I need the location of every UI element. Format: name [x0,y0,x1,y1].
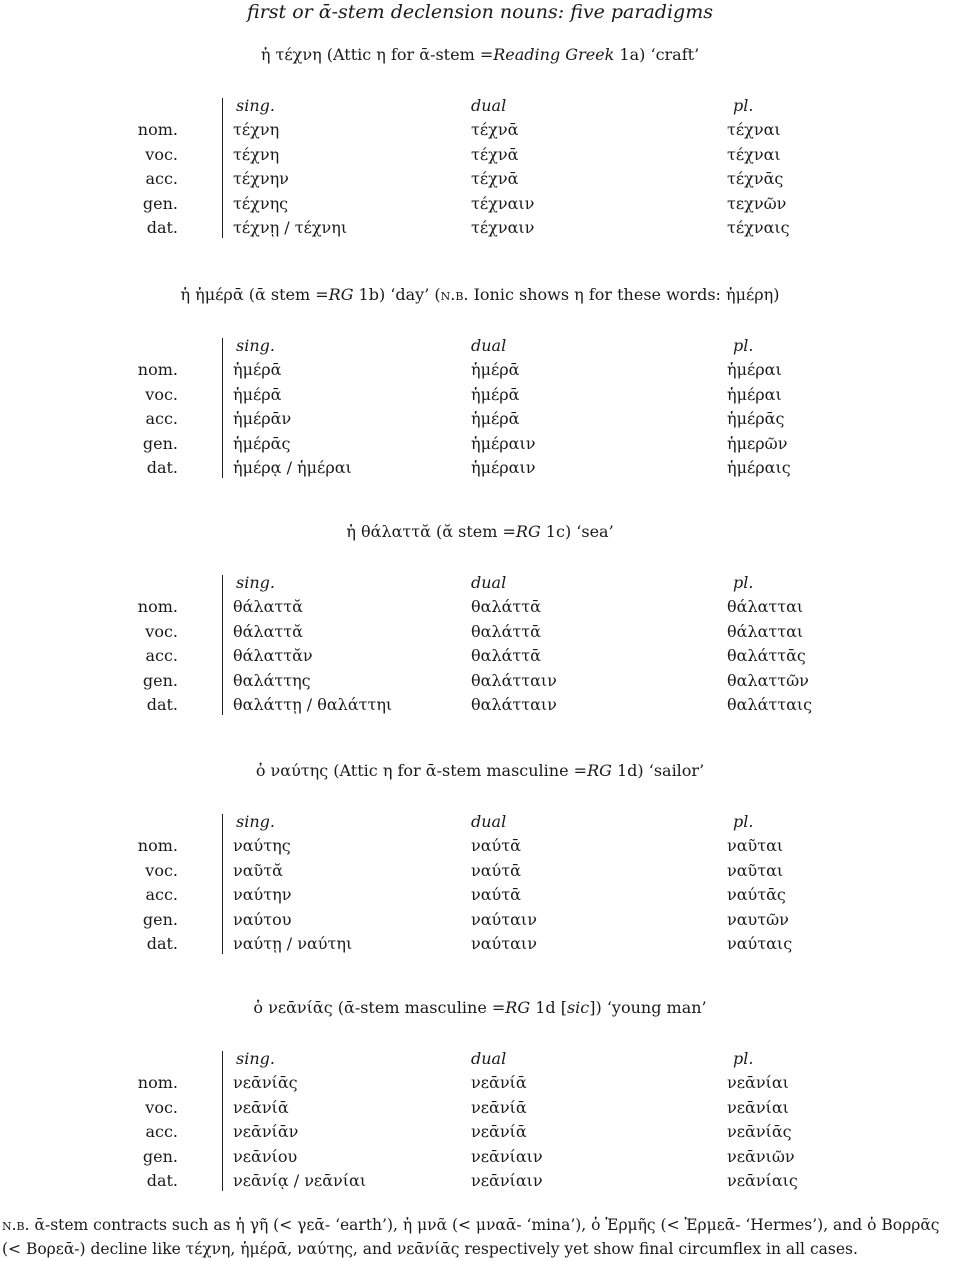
form-cell: ἡμερῶν [727,433,788,453]
form-cell: ναύταιν [471,909,537,929]
paradigm-title: ἡ ἡμέρᾱ (ᾱ stem =RG 1b) ‘day’ (n.b. Ionic shows η for these words: ἡμέρη) [180,285,780,304]
column-header: sing. [236,1049,275,1068]
form-cell: νεᾱνίου [233,1146,298,1166]
form-cell: ἡμέρᾳ / ἡμέραι [233,458,352,477]
form-cell: τέχνῃ / τέχνηι [233,218,348,237]
table-divider [222,338,223,478]
paradigm-title: ὁ ναύτης (Attic η for ᾱ-stem masculine =RG 1d) ‘sailor’ [255,761,705,780]
form-cell: θαλάττης [233,670,311,690]
case-label: gen. [142,909,178,929]
form-cell: τεχνῶν [727,193,787,213]
form-cell: τέχναι [727,120,781,140]
form-cell: ἡμέρᾱ [471,384,520,404]
form-cell: νεᾱνίαιν [471,1146,543,1166]
form-cell: ναύτῃ / ναύτηι [233,934,353,953]
form-cell: νεᾱνίαι [727,1097,789,1117]
form-cell: νεᾱνίᾱν [233,1122,299,1142]
form-cell: ἡμέρᾱς [233,433,291,453]
form-cell: ναύτᾱ [471,836,521,856]
form-cell: θάλαττᾰ [233,621,303,641]
form-cell: τέχναιν [471,218,535,237]
form-cell: ἡμέρᾱ [233,360,282,380]
form-cell: ναῦτᾰ [233,860,283,880]
case-label: acc. [145,409,178,429]
case-label: nom. [137,120,178,140]
form-cell: ναύτου [233,909,292,929]
case-label: nom. [137,1073,178,1093]
form-cell: θαλαττῶν [727,670,809,690]
case-label: voc. [145,144,178,164]
form-cell: νεᾱνίᾱ [233,1097,289,1117]
column-header: pl. [733,1049,754,1068]
form-cell: θαλάττᾱς [727,646,806,666]
case-label: gen. [142,433,178,453]
case-label: nom. [137,836,178,856]
form-cell: ἡμέρᾱν [233,409,292,429]
form-cell: θαλάτταιν [471,695,557,714]
case-label: acc. [145,169,178,189]
case-label: voc. [145,1097,178,1117]
case-label: acc. [145,885,178,905]
form-cell: νεᾱνιῶν [727,1146,795,1166]
form-cell: νεᾱνίᾱ [471,1122,527,1142]
paradigm-title: ὁ νεᾱνίᾱς (ᾱ-stem masculine =RG 1d [sic]) ‘young man’ [253,998,707,1017]
form-cell: τέχνᾱ [471,120,519,140]
form-cell: ἡμέραι [727,384,782,404]
column-header: pl. [733,96,754,115]
form-cell: τέχνη [233,120,280,140]
case-label: gen. [142,1146,178,1166]
form-cell: ἡμέρᾱς [727,409,785,429]
form-cell: ἡμέραιν [471,458,536,477]
case-label: nom. [137,597,178,617]
form-cell: τέχνη [233,144,280,164]
form-cell: νεᾱνίᾱς [727,1122,792,1142]
form-cell: ἡμέραις [727,458,791,477]
case-label: dat. [146,218,178,237]
table-divider [222,814,223,954]
column-header: pl. [733,812,754,831]
form-cell: ἡμέρᾱ [471,409,520,429]
form-cell: τέχνης [233,193,289,213]
paradigm-title: ἡ θάλαττᾰ (ᾰ stem =RG 1c) ‘sea’ [346,522,614,541]
case-label: acc. [145,646,178,666]
form-cell: ναύτης [233,836,291,856]
case-label: voc. [145,621,178,641]
column-header: pl. [733,336,754,355]
form-cell: νεᾱνίᾳ / νεᾱνίαι [233,1171,367,1190]
form-cell: θάλαττᾰν [233,646,313,666]
form-cell: τέχνᾱ [471,169,519,189]
column-header: sing. [236,96,275,115]
column-header: dual [471,1049,507,1068]
form-cell: νεᾱνίᾱ [471,1097,527,1117]
form-cell: νεᾱνίᾱ [471,1073,527,1093]
form-cell: ναυτῶν [727,909,789,929]
form-cell: ναύταιν [471,934,537,953]
form-cell: νεᾱνίαις [727,1171,798,1190]
case-label: dat. [146,695,178,714]
form-cell: θάλατται [727,597,804,617]
column-header: sing. [236,573,275,592]
case-label: dat. [146,934,178,953]
form-cell: τέχναιν [471,193,535,213]
column-header: dual [471,336,507,355]
case-label: voc. [145,384,178,404]
paradigm-title: ἡ τέχνη (Attic η for ᾱ-stem =Reading Greek 1a) ‘craft’ [260,45,700,64]
form-cell: ἡμέραι [727,360,782,380]
form-cell: ἡμέρᾱ [471,360,520,380]
form-cell: ναύταις [727,934,793,953]
form-cell: ναῦται [727,860,784,880]
case-label: dat. [146,1171,178,1190]
case-label: gen. [142,193,178,213]
form-cell: ναύτᾱ [471,885,521,905]
table-divider [222,1051,223,1191]
page-title: first or ᾱ-stem declension nouns: five paradigms [247,1,713,23]
form-cell: ναύτᾱς [727,885,786,905]
form-cell: τέχναις [727,218,790,237]
form-cell: ἡμέρᾱ [233,384,282,404]
form-cell: θαλάτταιν [471,670,557,690]
case-label: gen. [142,670,178,690]
form-cell: τέχνην [233,169,289,189]
form-cell: ἡμέραιν [471,433,536,453]
form-cell: τέχναι [727,144,781,164]
column-header: dual [471,812,507,831]
form-cell: θαλάττῃ / θαλάττηι [233,695,393,714]
case-label: acc. [145,1122,178,1142]
column-header: dual [471,573,507,592]
column-header: pl. [733,573,754,592]
case-label: voc. [145,860,178,880]
column-header: sing. [236,336,275,355]
case-label: nom. [137,360,178,380]
column-header: dual [471,96,507,115]
form-cell: τέχνᾱς [727,169,784,189]
form-cell: ναύτᾱ [471,860,521,880]
form-cell: νεᾱνίᾱς [233,1073,298,1093]
form-cell: νεᾱνίαιν [471,1171,543,1190]
form-cell: θαλάτταις [727,695,813,714]
form-cell: ναύτην [233,885,292,905]
form-cell: νεᾱνίαι [727,1073,789,1093]
table-divider [222,98,223,238]
form-cell: ναῦται [727,836,784,856]
form-cell: θαλάττᾱ [471,621,541,641]
form-cell: θαλάττᾱ [471,597,541,617]
column-header: sing. [236,812,275,831]
footnote: n.b. ᾱ-stem contracts such as ἡ γῆ (< γεᾱ- ‘earth’), ἡ μνᾶ (< μναᾱ- ‘mina’), ὁ Ἑρμῆς (< Ἑρμεᾱ- ‘Hermes’), and ὁ Βορρᾶς (< Βορεᾱ-) decline like τέχνη, ἡμέρᾱ, ναύτης, and νεᾱνίᾱς respectively yet show final circumflex in all cases. [2,1216,940,1258]
form-cell: θαλάττᾱ [471,646,541,666]
form-cell: θάλατται [727,621,804,641]
table-divider [222,575,223,715]
form-cell: τέχνᾱ [471,144,519,164]
case-label: dat. [146,458,178,477]
form-cell: θάλαττᾰ [233,597,303,617]
